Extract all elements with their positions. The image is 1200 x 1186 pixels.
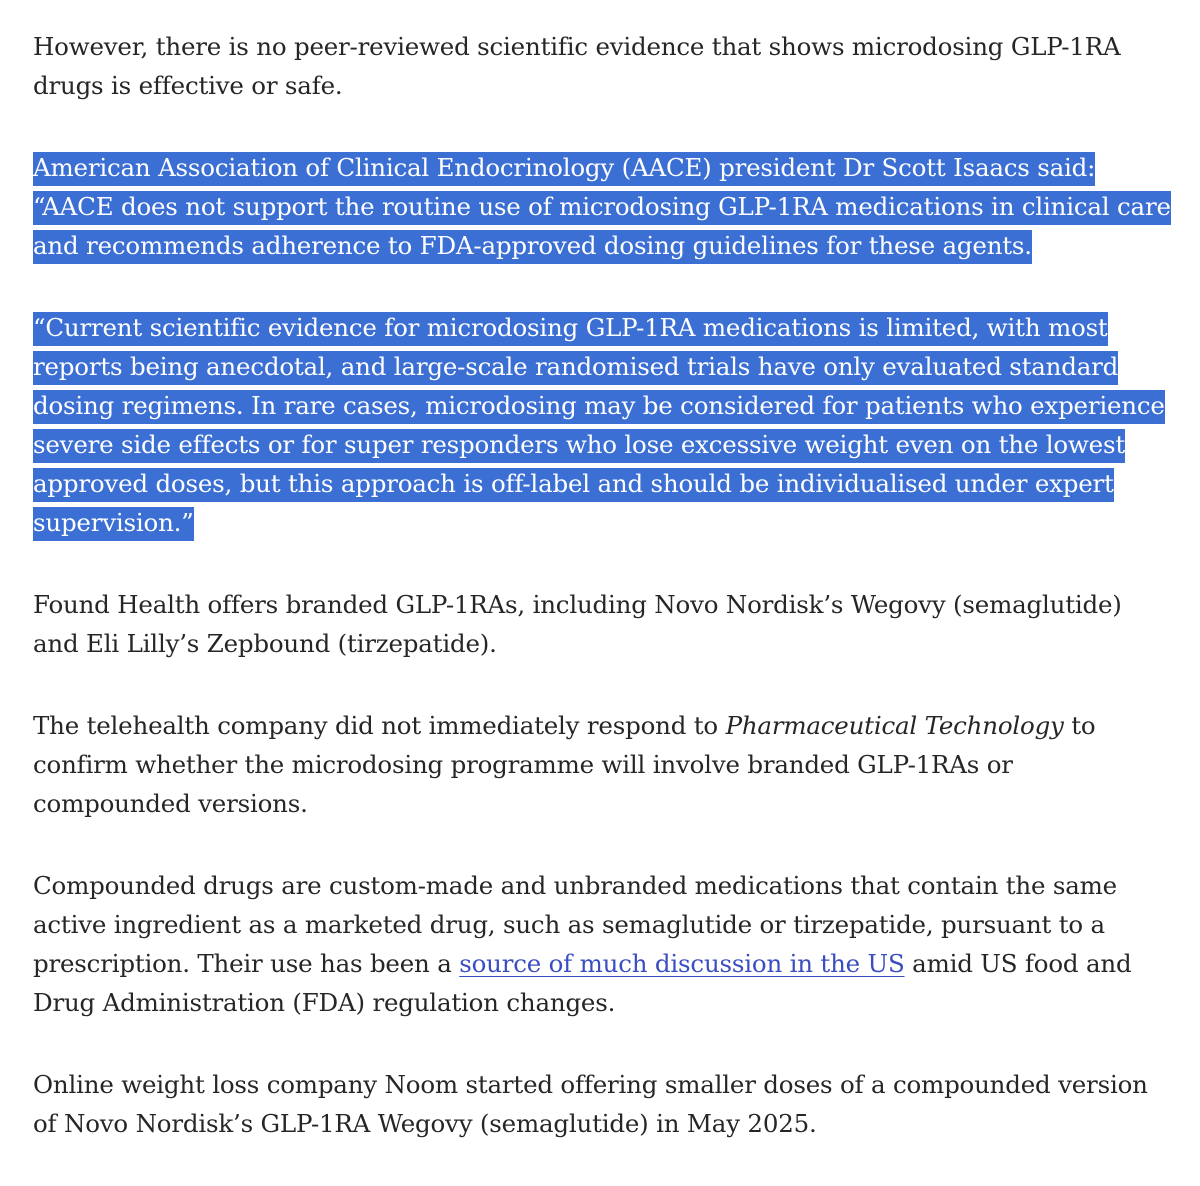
paragraph-noom: Online weight loss company Noom started offering smaller doses of a compounded version of Novo Nordisk’s GLP-1RA Wegovy (semaglutide) in May 2025.	[33, 1070, 1148, 1138]
text-segment: amid US food and Drug Administration (FDA) regulation changes.	[33, 949, 1132, 1017]
paragraph-telehealth-response	[33, 706, 1173, 823]
selected-text-aace-quote-continued[interactable]: “Current scientific evidence for microdosing GLP-1RA medications is limited, with most reports being anecdotal, and large-scale randomised trials have only evaluated standard dosing regimens. In rare cases, microdosing may be considered for patients who experience severe side effects or for super responders who lose excessive weight even on the lowest approved doses, but this approach is off-label and should be individualised under expert supervision.”	[33, 312, 1165, 541]
paragraph-aace-quote[interactable]	[33, 148, 1173, 265]
publication-name: Pharmaceutical Technology	[725, 711, 1064, 740]
selected-text-aace-quote[interactable]: American Association of Clinical Endocrinology (AACE) president Dr Scott Isaacs said: “AACE does not support the routine use of microdosing GLP-1RA medications in clinical care and recommends adherence to FDA-approved dosing guidelines for these agents.	[33, 152, 1171, 264]
text-segment: The telehealth company did not immediately respond to	[33, 711, 726, 740]
text-segment: Compounded drugs are custom-made and unbranded medications that contain the same active ingredient as a marketed drug, such as semaglutide or tirzepatide, pursuant to a prescription. Their use has been a	[33, 871, 1117, 978]
paragraph-evidence: However, there is no peer-reviewed scientific evidence that shows microdosing GLP-1RA drugs is effective or safe.	[33, 32, 1121, 100]
paragraph-compounded-drugs	[33, 866, 1173, 1022]
text-segment: to confirm whether the microdosing programme will involve branded GLP-1RAs or compounded versions.	[33, 711, 1096, 818]
discussion-link[interactable]: source of much discussion in the US	[459, 949, 905, 978]
paragraph-aace-quote-continued[interactable]	[33, 308, 1173, 542]
article-body	[33, 27, 1173, 1186]
paragraph-found-health: Found Health offers branded GLP-1RAs, including Novo Nordisk’s Wegovy (semaglutide) and Eli Lilly’s Zepbound (tirzepatide).	[33, 590, 1122, 658]
